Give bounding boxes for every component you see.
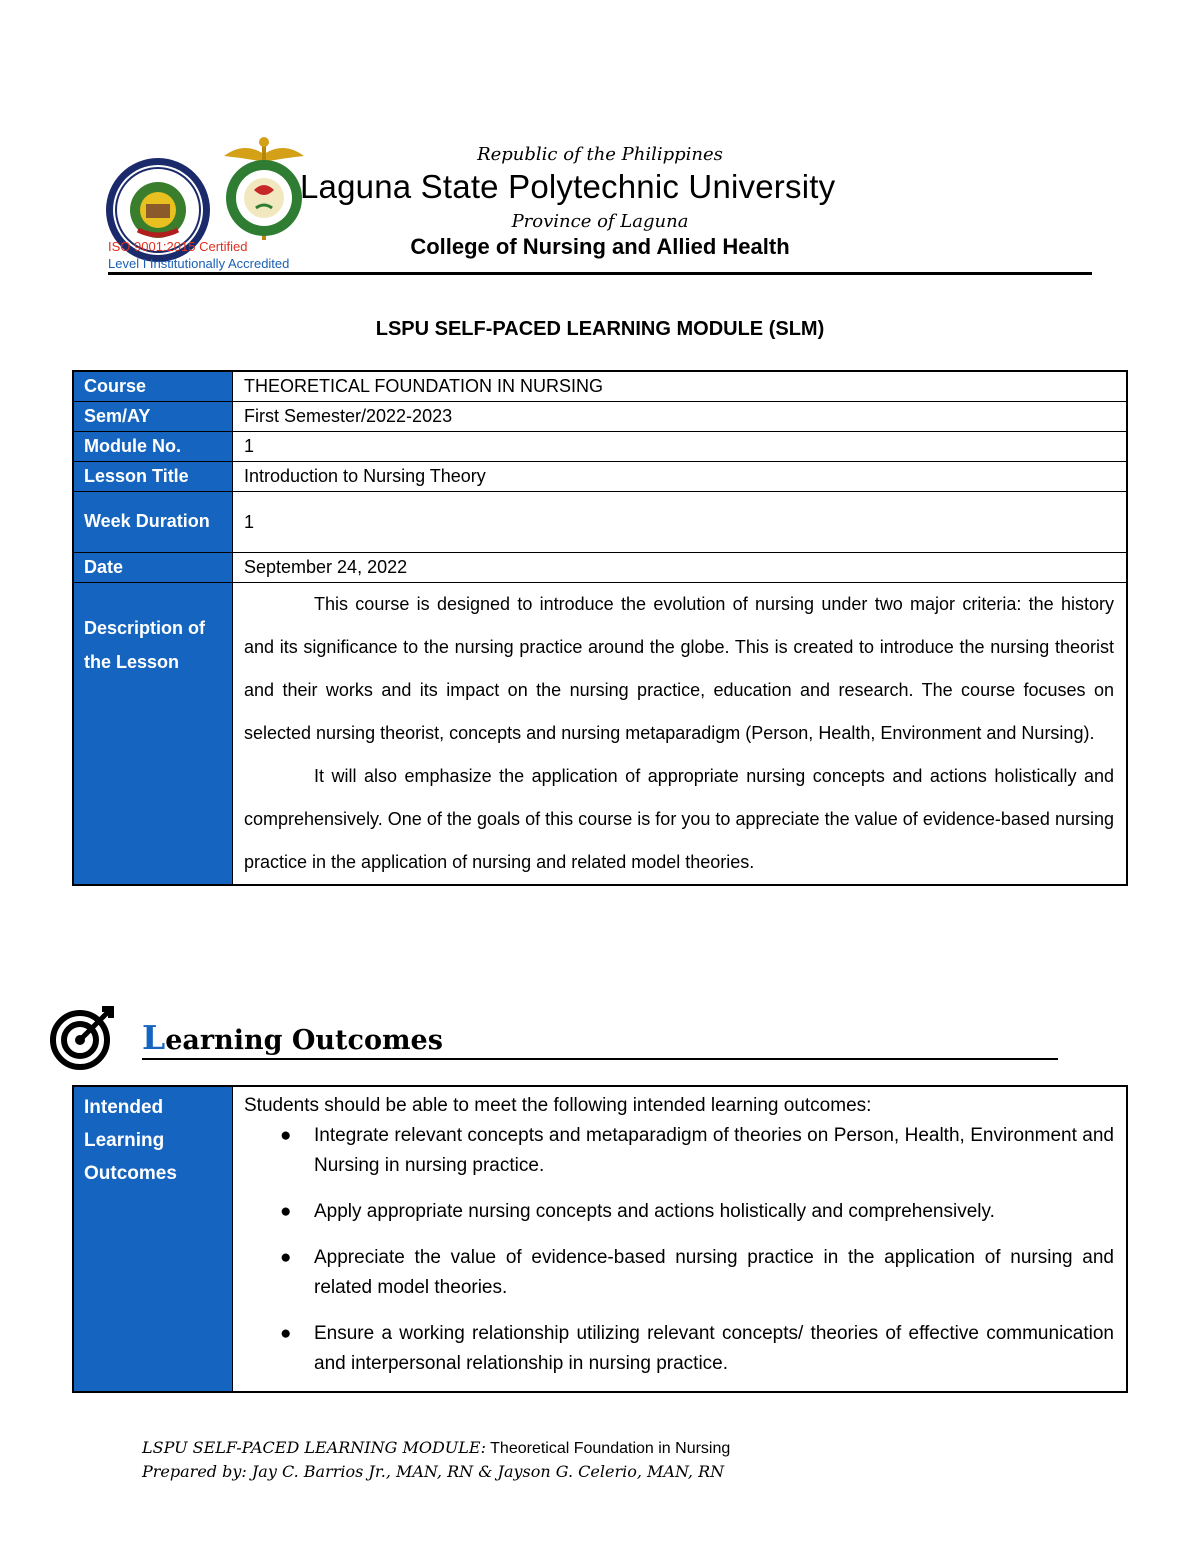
accreditation-text: Level I Institutionally Accredited [108,256,290,271]
lesson-title-value: Introduction to Nursing Theory [233,461,1128,491]
list-item: ● Appreciate the value of evidence-based nursing practice in the application of nursing and related model theories. [244,1243,1114,1303]
bullet-icon: ● [280,1125,292,1146]
week-duration-label: Week Duration [73,491,233,552]
course-label: Course [73,371,233,401]
republic-heading: Republic of the Philippines [477,144,723,165]
footer-module-line: LSPU SELF-PACED LEARNING MODULE: Theoretical Foundation in Nursing [142,1438,731,1457]
week-duration-value: 1 [233,491,1128,552]
module-no-label: Module No. [73,431,233,461]
outcomes-list [244,1121,1114,1379]
course-value: THEORETICAL FOUNDATION IN NURSING [233,371,1128,401]
bullet-icon: ● [280,1323,292,1344]
learning-outcomes-table [72,1085,1128,1393]
module-info-table [72,370,1128,886]
college-name: College of Nursing and Allied Health [410,234,790,259]
date-label: Date [73,552,233,582]
university-name: Laguna State Polytechnic University [300,168,836,205]
target-icon [48,1000,120,1072]
footer-prepared-by: Prepared by: Jay C. Barrios Jr., MAN, RN & Jayson G. Celerio, MAN, RN [142,1462,725,1481]
list-item: ● Ensure a working relationship utilizing relevant concepts/ theories of effective communication and interpersonal relationship in nursing practice. [244,1319,1114,1379]
iso-certification-text: ISO 9001:2015 Certified [108,239,248,254]
semay-value: First Semester/2022-2023 [233,401,1128,431]
outcomes-intro: Students should be able to meet the following intended learning outcomes: [244,1095,872,1116]
bullet-icon: ● [280,1247,292,1268]
province-heading: Province of Laguna [511,211,689,232]
outcomes-divider [142,1058,1058,1060]
intended-outcomes-value [233,1086,1128,1392]
semay-label: Sem/AY [73,401,233,431]
module-title: LSPU SELF-PACED LEARNING MODULE (SLM) [375,318,825,340]
description-label: Description of the Lesson [73,582,233,885]
header-divider [108,272,1092,275]
description-paragraph: This course is designed to introduce the evolution of nursing under two major criteria: the history and its significance to the nursing practice around the globe. This is created to introduce the nursing theorist and their works and its impact on the nursing practice, education and research. The course focuses on selected nursing theorist, concepts and nursing metaparadigm (Person, Health, Environment and Nursing). [244,593,1114,743]
description-paragraph: It will also emphasize the application of appropriate nursing concepts and actions holistically and comprehensively. One of the goals of this course is for you to appreciate the value of evidence-based nursing practice in the application of nursing and related model theories. [244,765,1114,872]
date-value: September 24, 2022 [233,552,1128,582]
list-item: ● Integrate relevant concepts and metaparadigm of theories on Person, Health, Environment and Nursing in nursing practice. [244,1121,1114,1181]
learning-outcomes-heading: Learning Outcomes [142,1018,443,1057]
bullet-icon: ● [280,1201,292,1222]
intended-outcomes-label: Intended Learning Outcomes [73,1086,233,1392]
list-item: ● Apply appropriate nursing concepts and actions holistically and comprehensively. [244,1197,1114,1227]
description-value [233,582,1128,885]
lesson-title-label: Lesson Title [73,461,233,491]
module-no-value: 1 [233,431,1128,461]
